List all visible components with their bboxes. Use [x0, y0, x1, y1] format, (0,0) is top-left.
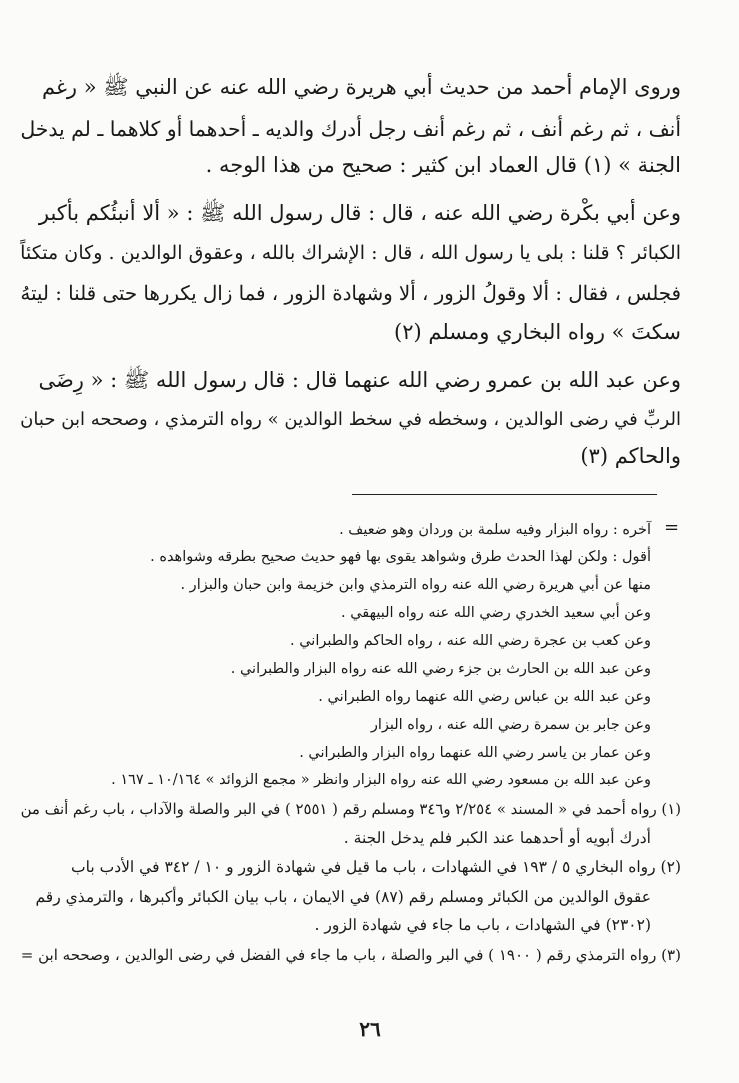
main-line: وعن عبد الله بن عمرو رضي الله عنهما قال : قال رسول الله ﷺ : « رِضَى — [38, 368, 681, 392]
footnote-line: وعن أبي سعيد الخدري رضي الله عنه رواه البيهقي . — [341, 605, 651, 621]
footnote-line: وعن كعب بن عجرة رضي الله عنه ، رواه الحاكم والطبراني . — [290, 633, 651, 649]
footnote-line: وعن عبد الله بن مسعود رضي الله عنه رواه البزار وانظر « مجمع الزوائد » ١٠/١٦٤ ـ ١٦٧ . — [111, 772, 651, 788]
footnote-2-line: (٢٣٠٢) في الشهادات ، باب ما جاء في شهادة الزور . — [314, 916, 651, 934]
footnote-line: وعن عبد الله بن عباس رضي الله عنهما رواه الطبراني . — [318, 689, 651, 705]
main-line: الجنة » (١) قال العماد ابن كثير : صحيح من هذا الوجه . — [205, 153, 681, 177]
main-line: أنف ، ثم رغم أنف ، ثم رغم أنف رجل أدرك والديه ـ أحدهما أو كلاهما ـ لم يدخل — [20, 117, 681, 141]
main-line: والحاكم (٣) — [580, 444, 681, 468]
footnote-2-line: عقوق الوالدين من الكبائر ومسلم رقم (٨٧) في الايمان ، باب بيان الكبائر وأكبرها ، والترمذي رقم — [35, 888, 651, 906]
footnote-separator — [352, 494, 657, 495]
continuation-marker: = — [664, 517, 680, 538]
footnote-1-line: أدرك أبويه أو أحدهما عند الكبر فلم يدخل الجنة . — [343, 829, 651, 847]
footnote-3-line: (٣) رواه الترمذي رقم ( ١٩٠٠ ) في البر والصلة ، باب ما جاء في الفضل في رضى الوالدين ، وصححه ابن = — [20, 946, 681, 964]
main-line: الربِّ في رضى الوالدين ، وسخطه في سخط الوالدين » رواه الترمذي ، وصححه ابن حبان — [20, 409, 681, 430]
footnote-line: وعن جابر بن سمرة رضي الله عنه ، رواه البزار — [370, 717, 651, 733]
main-line: وعن أبي بكْرة رضي الله عنه ، قال : قال رسول الله ﷺ : « ألا أنبئُكم بأكبر — [38, 201, 681, 225]
footnote-line: وعن عمار بن ياسر رضي الله عنهما رواه البزار والطبراني . — [299, 745, 651, 761]
main-line: الكبائر ؟ قلنا : بلى يا رسول الله ، قال : الإشراك بالله ، وعقوق الوالدين . وكان متكئاً — [20, 242, 681, 264]
footnote-2-line: (٢) رواه البخاري ٥ / ١٩٣ في الشهادات ، باب ما قيل في شهادة الزور و ١٠ / ٣٤٢ في الأدب باب — [71, 858, 681, 876]
footnote-line: آخره : رواه البزار وفيه سلمة بن وردان وهو ضعيف . — [339, 522, 651, 538]
main-line: وروى الإمام أحمد من حديث أبي هريرة رضي الله عنه عن النبي ﷺ « رغم — [41, 75, 681, 99]
footnote-line: وعن عبد الله بن الحارث بن جزء رضي الله عنه رواه البزار والطبراني . — [230, 661, 651, 677]
main-line: فجلس ، فقال : ألا وقولُ الزور ، ألا وشهادة الزور ، فما زال يكررها حتى قلنا : ليتهُ — [20, 282, 681, 305]
footnote-line: أقول : ولكن لهذا الحدث طرق وشواهد يقوى بها فهو حديث صحيح بطرقه وشواهده . — [150, 549, 651, 565]
footnote-line: منها عن أبي هريرة رضي الله عنه رواه الترمذي وابن خزيمة وابن حبان والبزار . — [180, 577, 651, 593]
page-number: ٢٦ — [359, 1017, 381, 1041]
footnote-1-line: (١) رواه أحمد في « المسند » ٢/٢٥٤ و٣٤٦ ومسلم رقم ( ٢٥٥١ ) في البر والصلة والآداب ، باب رغم أنف من — [20, 800, 681, 818]
main-line: سكتَ » رواه البخاري ومسلم (٢) — [394, 320, 681, 344]
